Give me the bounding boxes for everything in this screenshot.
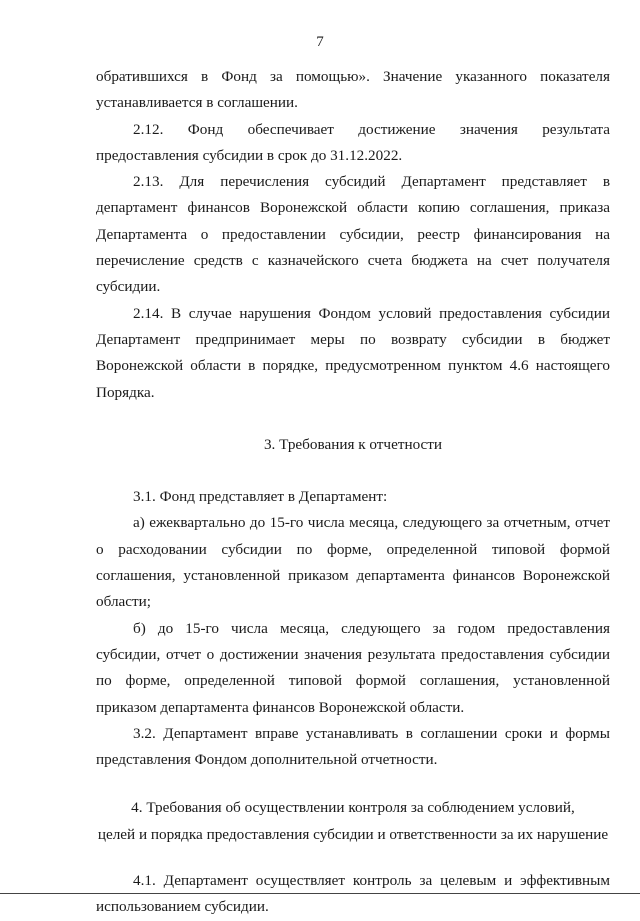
paragraph-continued: обратившихся в Фонд за помощью». Значение указанного показателя устанавливается в соглашении. xyxy=(96,68,610,112)
paragraph-3-1-a: а) ежеквартально до 15-го числа месяца, следующего за отчетным, отчет о расходовании субсидии по форме, определенной типовой формой соглашения, установленной приказом департамента финансов Воронежской области; xyxy=(96,514,610,611)
section-3-heading: 3. Требования к отчетности xyxy=(263,435,443,453)
section-4-heading-line-2: целей и порядка предоставления субсидии и ответственности за их нарушение xyxy=(97,825,609,843)
paragraph-3-1-b: б) до 15-го числа месяца, следующего за годом предоставления субсидии, отчет о достижении значения результата предоставления субсидии по форме, определенной типовой формой соглашения, установленной приказом департамента финансов Воронежской области. xyxy=(96,619,610,716)
footer-divider xyxy=(0,893,640,894)
document-body xyxy=(96,64,610,921)
paragraph-2-13: 2.13. Для перечисления субсидий Департамент представляет в департамент финансов Воронежской области копию соглашения, приказа Департамента о предоставлении субсидии, реестр финансирования на перечисление средств с казначейского счета бюджета на счет получателя субсидии. xyxy=(96,173,610,296)
section-4-heading-line-1: 4. Требования об осуществлении контроля за соблюдением условий, xyxy=(131,799,575,817)
paragraph-4-1: 4.1. Департамент осуществляет контроль за целевым и эффективным использованием субсидии. xyxy=(96,872,610,916)
paragraph-3-2: 3.2. Департамент вправе устанавливать в соглашении сроки и формы представления Фондом дополнительной отчетности. xyxy=(96,724,610,769)
page-number: 7 xyxy=(316,34,324,50)
paragraph-3-1: 3.1. Фонд представляет в Департамент: xyxy=(133,488,388,506)
paragraph-2-14: 2.14. В случае нарушения Фондом условий предоставления субсидии Департамент предпринимает меры по возврату субсидии в бюджет Воронежской области в порядке, предусмотренном пунктом 4.6 настоящего Порядка. xyxy=(96,304,610,401)
paragraph-2-12: 2.12. Фонд обеспечивает достижение значения результата предоставления субсидии в срок до 31.12.2022. xyxy=(96,120,610,164)
